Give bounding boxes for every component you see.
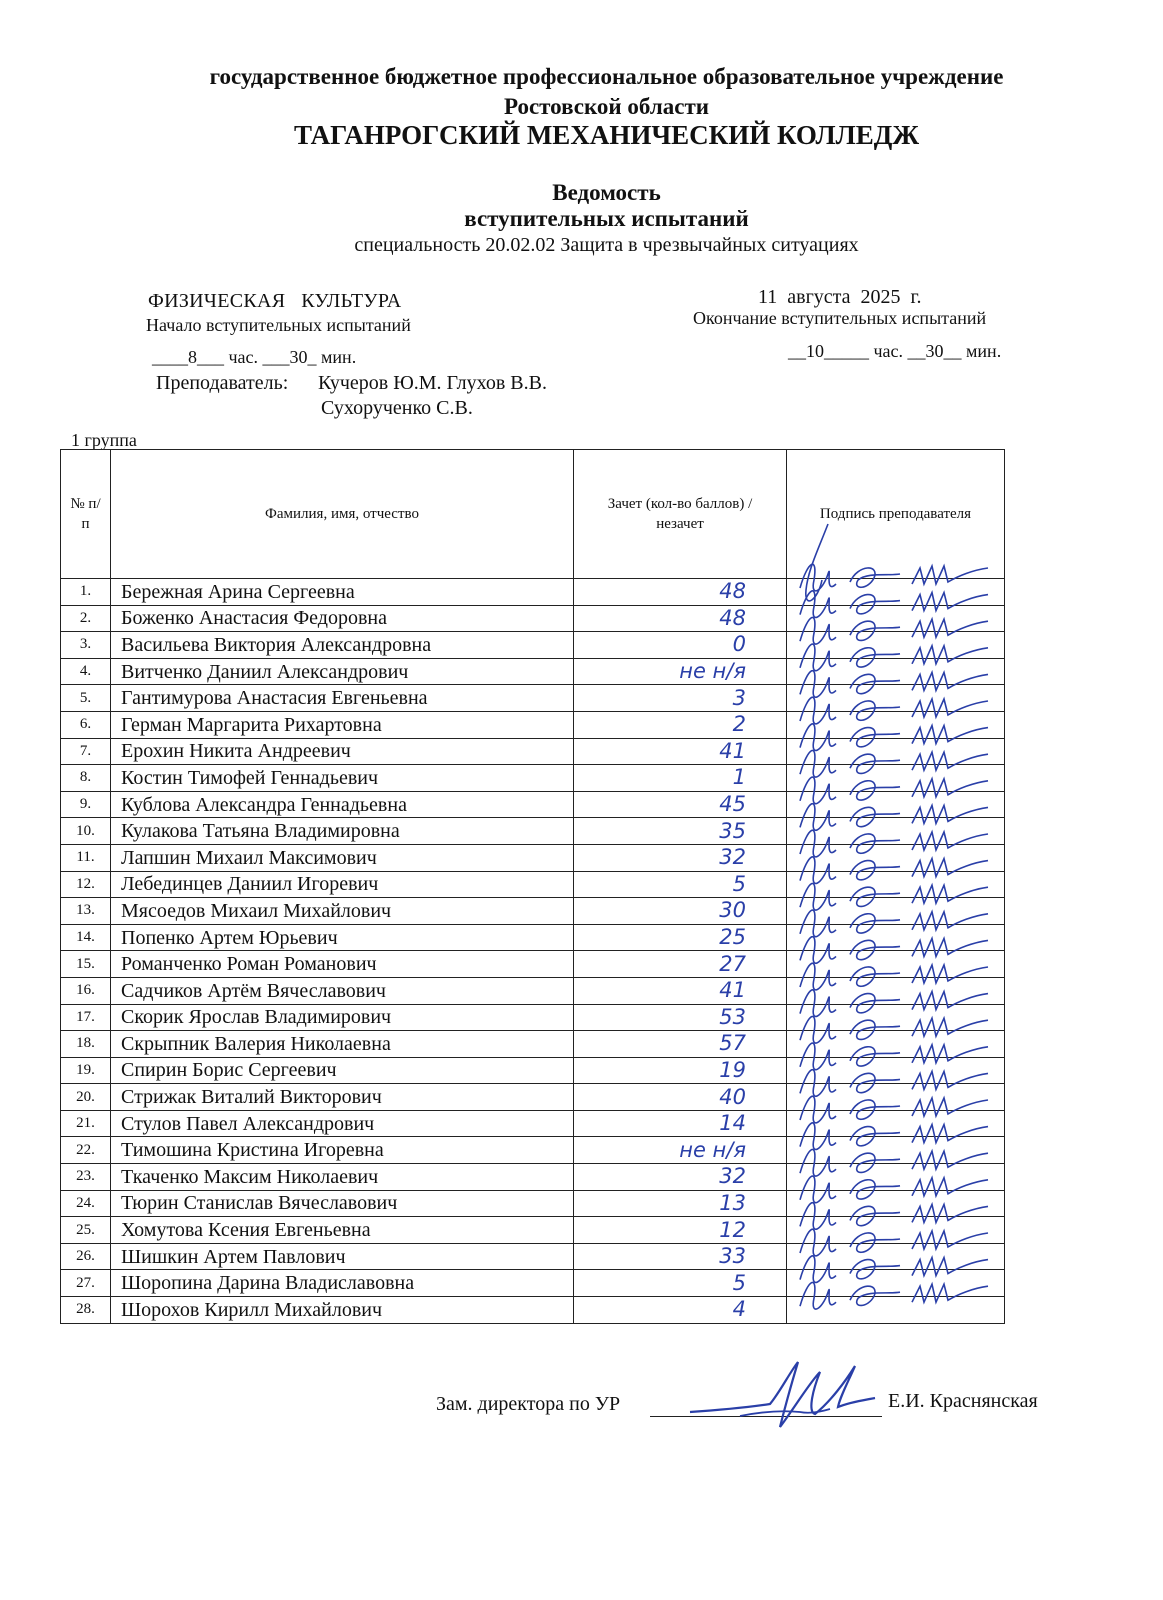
row-signature (787, 1270, 1005, 1297)
row-score: 45 (574, 791, 787, 818)
row-name: Васильева Виктория Александровна (111, 632, 574, 659)
table-row (61, 1031, 1005, 1058)
teacher-label: Преподаватель: (156, 372, 289, 394)
table-row (61, 685, 1005, 712)
row-signature (787, 1110, 1005, 1137)
row-signature (787, 711, 1005, 738)
row-num: 5. (61, 685, 111, 712)
row-num: 18. (61, 1031, 111, 1058)
table-row (61, 1243, 1005, 1270)
college-name: ТАГАНРОГСКИЙ МЕХАНИЧЕСКИЙ КОЛЛЕДЖ (293, 120, 920, 150)
row-name: Романченко Роман Романович (111, 951, 574, 978)
row-num: 6. (61, 711, 111, 738)
row-num: 23. (61, 1164, 111, 1191)
row-num: 7. (61, 738, 111, 765)
row-score: 25 (574, 924, 787, 951)
table-row (61, 579, 1005, 606)
header-signature: Подпись преподавателя (787, 450, 1005, 579)
row-score: 3 (574, 685, 787, 712)
row-signature (787, 924, 1005, 951)
row-signature (787, 765, 1005, 792)
row-name: Кулакова Татьяна Владимировна (111, 818, 574, 845)
table-row (61, 1084, 1005, 1111)
table-row (61, 818, 1005, 845)
row-name: Стрижак Виталий Викторович (111, 1084, 574, 1111)
table-row (61, 1164, 1005, 1191)
table-row (61, 1217, 1005, 1244)
teacher-names-line2: Сухорученко С.В. (321, 397, 473, 419)
table-row (61, 1190, 1005, 1217)
start-label: Начало вступительных испытаний (146, 315, 411, 335)
row-signature (787, 1190, 1005, 1217)
row-score: 35 (574, 818, 787, 845)
end-time: __10_____ час. __30__ мин. (788, 341, 1002, 361)
org-name-line2: Ростовской области (503, 94, 710, 119)
row-name: Скрыпник Валерия Николаевна (111, 1031, 574, 1058)
row-score: 12 (574, 1217, 787, 1244)
row-name: Тюрин Станислав Вячеславович (111, 1190, 574, 1217)
row-name: Боженко Анастасия Федоровна (111, 605, 574, 632)
row-score: 27 (574, 951, 787, 978)
row-name: Шоропина Дарина Владиславовна (111, 1270, 574, 1297)
row-num: 24. (61, 1190, 111, 1217)
table-row (61, 632, 1005, 659)
start-time: ____8___ час. ___30_ мин. (152, 347, 357, 367)
row-name: Кублова Александра Геннадьевна (111, 791, 574, 818)
row-score: 2 (574, 711, 787, 738)
table-row (61, 1137, 1005, 1164)
row-num: 27. (61, 1270, 111, 1297)
row-score: 14 (574, 1110, 787, 1137)
table-row (61, 1297, 1005, 1324)
row-name: Костин Тимофей Геннадьевич (111, 765, 574, 792)
row-score: 48 (574, 605, 787, 632)
row-name: Ткаченко Максим Николаевич (111, 1164, 574, 1191)
header-name: Фамилия, имя, отчество (111, 450, 574, 579)
row-score: 33 (574, 1243, 787, 1270)
document-title: Ведомость (552, 180, 661, 205)
row-name: Спирин Борис Сергеевич (111, 1057, 574, 1084)
row-num: 25. (61, 1217, 111, 1244)
results-table (60, 449, 1005, 1324)
row-signature (787, 818, 1005, 845)
director-label: Зам. директора по УР (436, 1393, 621, 1415)
table-row (61, 1057, 1005, 1084)
row-signature (787, 871, 1005, 898)
table-row (61, 791, 1005, 818)
table-body (61, 579, 1005, 1324)
row-num: 1. (61, 579, 111, 606)
row-num: 17. (61, 1004, 111, 1031)
director-name: Е.И. Краснянская (888, 1390, 1038, 1412)
table-row (61, 605, 1005, 632)
row-num: 15. (61, 951, 111, 978)
row-signature (787, 1297, 1005, 1324)
row-name: Лебединцев Даниил Игоревич (111, 871, 574, 898)
row-name: Гантимурова Анастасия Евгеньевна (111, 685, 574, 712)
row-score: 32 (574, 1164, 787, 1191)
row-score: 30 (574, 898, 787, 925)
group-label: 1 группа (71, 430, 137, 450)
row-score: 41 (574, 977, 787, 1004)
row-signature (787, 1057, 1005, 1084)
row-num: 8. (61, 765, 111, 792)
row-signature (787, 1217, 1005, 1244)
row-num: 16. (61, 977, 111, 1004)
end-label: Окончание вступительных испытаний (693, 308, 987, 328)
exam-subject: ФИЗИЧЕСКАЯ КУЛЬТУРА (148, 290, 402, 312)
row-signature (787, 1084, 1005, 1111)
row-name: Витченко Даниил Александрович (111, 658, 574, 685)
row-signature (787, 738, 1005, 765)
row-num: 14. (61, 924, 111, 951)
row-signature (787, 685, 1005, 712)
row-num: 13. (61, 898, 111, 925)
row-score: 41 (574, 738, 787, 765)
row-name: Садчиков Артём Вячеславович (111, 977, 574, 1004)
row-score: 5 (574, 871, 787, 898)
row-num: 4. (61, 658, 111, 685)
row-name: Ерохин Никита Андреевич (111, 738, 574, 765)
org-name-line1: государственное бюджетное профессиональное образовательное учреждение (209, 64, 1004, 89)
row-name: Тимошина Кристина Игоревна (111, 1137, 574, 1164)
row-name: Мясоедов Михаил Михайлович (111, 898, 574, 925)
table-row (61, 711, 1005, 738)
table-row (61, 924, 1005, 951)
row-score: 1 (574, 765, 787, 792)
row-signature (787, 658, 1005, 685)
table-row (61, 951, 1005, 978)
table-row (61, 738, 1005, 765)
row-num: 10. (61, 818, 111, 845)
row-score: не н/я (574, 658, 787, 685)
row-num: 20. (61, 1084, 111, 1111)
header-score: Зачет (кол-во баллов) / незачет (574, 450, 787, 579)
row-name: Хомутова Ксения Евгеньевна (111, 1217, 574, 1244)
row-name: Бережная Арина Сергеевна (111, 579, 574, 606)
exam-date: 11 августа 2025 г. (758, 286, 922, 308)
row-signature (787, 977, 1005, 1004)
table-row (61, 765, 1005, 792)
specialty-line: специальность 20.02.02 Защита в чрезвычайных ситуациях (354, 234, 859, 256)
row-signature (787, 1004, 1005, 1031)
table-row (61, 977, 1005, 1004)
row-score: 40 (574, 1084, 787, 1111)
row-signature (787, 605, 1005, 632)
row-name: Шорохов Кирилл Михайлович (111, 1297, 574, 1324)
row-num: 28. (61, 1297, 111, 1324)
row-score: 5 (574, 1270, 787, 1297)
row-signature (787, 951, 1005, 978)
row-score: 4 (574, 1297, 787, 1324)
table-row (61, 1110, 1005, 1137)
row-num: 9. (61, 791, 111, 818)
row-name: Стулов Павел Александрович (111, 1110, 574, 1137)
row-signature (787, 1137, 1005, 1164)
header-num: № п/п (61, 450, 111, 579)
table-row (61, 658, 1005, 685)
table-header-row (61, 450, 1005, 579)
row-signature (787, 898, 1005, 925)
table-row (61, 844, 1005, 871)
row-signature (787, 844, 1005, 871)
row-score: 57 (574, 1031, 787, 1058)
row-signature (787, 632, 1005, 659)
row-score: не н/я (574, 1137, 787, 1164)
row-num: 11. (61, 844, 111, 871)
table-row (61, 1004, 1005, 1031)
row-name: Лапшин Михаил Максимович (111, 844, 574, 871)
director-signature-icon (680, 1352, 880, 1442)
row-num: 2. (61, 605, 111, 632)
row-score: 0 (574, 632, 787, 659)
row-num: 19. (61, 1057, 111, 1084)
table-row (61, 871, 1005, 898)
row-num: 21. (61, 1110, 111, 1137)
row-score: 13 (574, 1190, 787, 1217)
table-row (61, 898, 1005, 925)
row-signature (787, 1243, 1005, 1270)
row-num: 12. (61, 871, 111, 898)
row-name: Шишкин Артем Павлович (111, 1243, 574, 1270)
row-name: Герман Маргарита Рихартовна (111, 711, 574, 738)
row-score: 32 (574, 844, 787, 871)
document-subtitle: вступительных испытаний (464, 206, 749, 231)
row-num: 3. (61, 632, 111, 659)
row-signature (787, 579, 1005, 606)
table-row (61, 1270, 1005, 1297)
row-score: 48 (574, 579, 787, 606)
row-score: 19 (574, 1057, 787, 1084)
row-num: 22. (61, 1137, 111, 1164)
row-score: 53 (574, 1004, 787, 1031)
row-num: 26. (61, 1243, 111, 1270)
row-signature (787, 1031, 1005, 1058)
row-signature (787, 1164, 1005, 1191)
teacher-names-line1: Кучеров Ю.М. Глухов В.В. (318, 372, 547, 394)
row-signature (787, 791, 1005, 818)
row-name: Скорик Ярослав Владимирович (111, 1004, 574, 1031)
row-name: Попенко Артем Юрьевич (111, 924, 574, 951)
